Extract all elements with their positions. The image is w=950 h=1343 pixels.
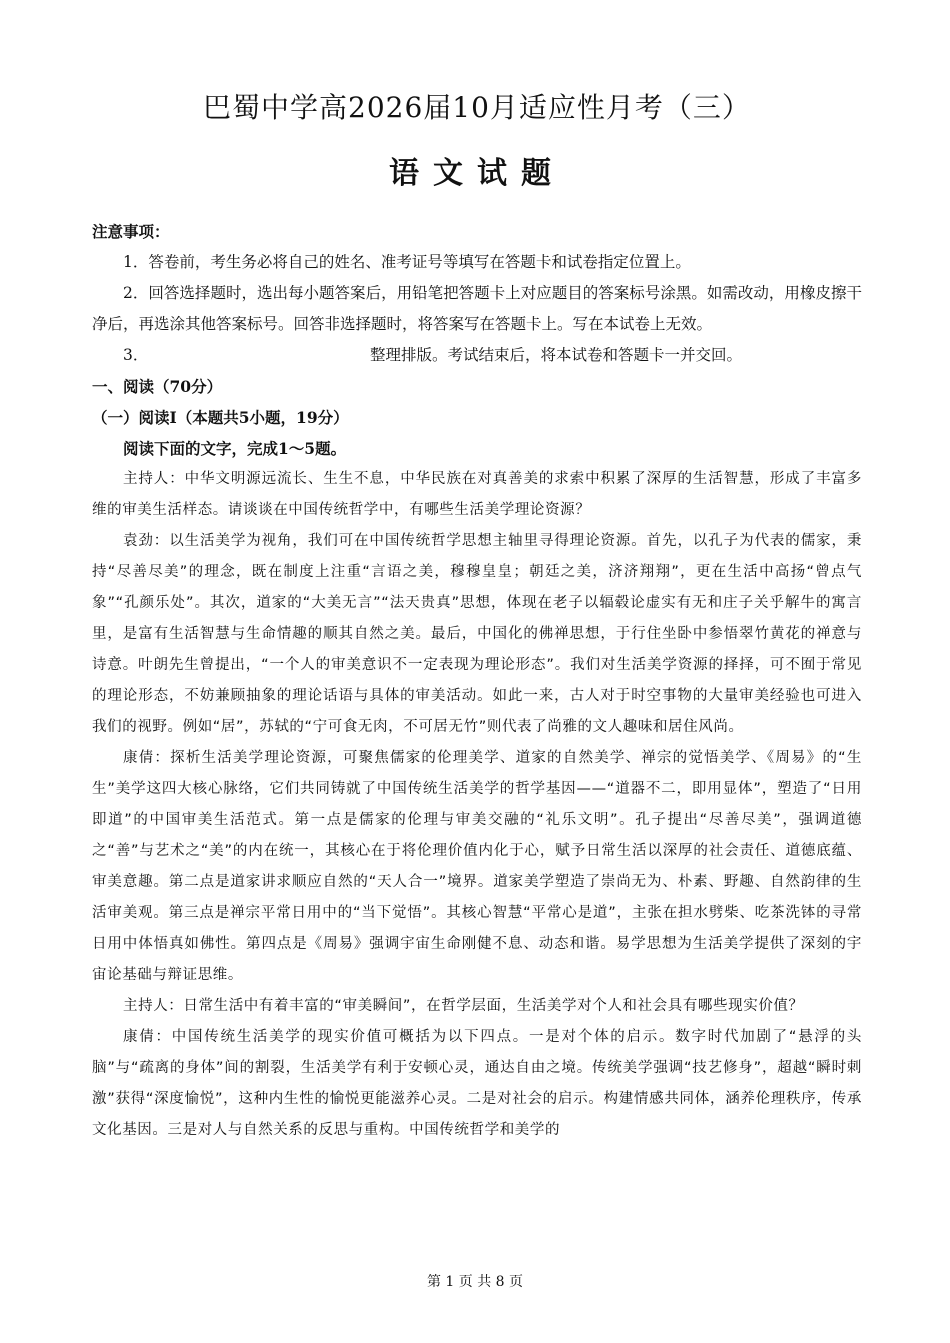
page-footer: 第 1 页 共 8 页	[426, 1274, 524, 1290]
passage-paragraph-2: 袁劲：以生活美学为视角，我们可在中国传统哲学思想主轴里寻得理论资源。首先，以孔子为代表的儒家，秉持“尽善尽美”的理念，既在制度上注重“言语之美，穆穆皇皇；朝廷之美，济济翔翔”，更在生活中高扬“曾点气象”“孔颜乐处”。其次，道家的“大美无言”“法天贵真”思想，体现在老子以辐毂论虚实有无和庄子关乎解牛的寓言里，是富有生活智慧与生命情趣的顺其自然之美。最后，中国化的佛禅思想，于行住坐卧中参悟翠竹黄花的禅意与诗意。叶朗先生曾提出，“一个人的审美意识不一定表现为理论形态”。我们对生活美学资源的择择，可不囿于常见的理论形态，不妨兼顾抽象的理论话语与具体的审美活动。如此一来，古人对于时空事物的大量审美经验也可进入我们的视野。例如“居”，苏轼的“宁可食无肉，不可居无竹”则代表了尚雅的文人趣味和居住风尚。	[92, 533, 862, 735]
passage-paragraph-1: 主持人：中华文明源远流长、生生不息，中华民族在对真善美的求索中积累了深厚的生活智慧，形成了丰富多维的审美生活样态。请谈谈在中国传统哲学中，有哪些生活美学理论资源？	[92, 471, 862, 518]
notice-item-3	[92, 340, 862, 371]
notice-item-3-number: 3．	[123, 346, 149, 364]
passage-paragraph-4: 主持人：日常生活中有着丰富的“审美瞬间”，在哲学层面，生活美学对个人和社会具有哪些现实价值？	[123, 998, 804, 1014]
section-heading: 一、阅读（70分）	[92, 377, 223, 396]
exam-subtitle: 语文试题	[389, 156, 565, 191]
passage-paragraph-5: 康倩：中国传统生活美学的现实价值可概括为以下四点。一是对个体的启示。数字时代加剧了“悬浮的头脑”与“疏离的身体”间的割裂，生活美学有利于安顿心灵，通达自由之境。传统美学强调“技艺修身”，超越“瞬时刺激”获得“深度愉悦”，这种内生性的愉悦更能滋养心灵。二是对社会的启示。构建情感共同体，涵养伦理秩序，传承文化基因。三是对人与自然关系的反思与重构。中国传统哲学和美学的	[92, 1029, 862, 1138]
notice-item-2: 2．回答选择题时，选出每小题答案后，用铅笔把答题卡上对应题目的答案标号涂黑。如需改动，用橡皮擦干净后，再选涂其他答案标号。回答非选择题时，将答案写在答题卡上。写在本试卷上无效。	[92, 284, 862, 333]
reading-instruction: 阅读下面的文字，完成1～5题。	[123, 439, 347, 458]
passage-paragraph-3: 康倩：探析生活美学理论资源，可聚焦儒家的伦理美学、道家的自然美学、禅宗的觉悟美学、《周易》的“生生”美学这四大核心脉络，它们共同铸就了中国传统生活美学的哲学基因——“道器不二，即用显体”，塑造了“日用即道”的中国审美生活范式。第一点是儒家的伦理与审美交融的“礼乐文明”。孔子提出“尽善尽美”，强调道德之“善”与艺术之“美”的内在统一，其核心在于将伦理价值内化于心，赋予日常生活以深厚的社会责任、道德底蕴、审美意趣。第二点是道家讲求顺应自然的“天人合一”境界。道家美学塑造了崇尚无为、朴素、野趣、自然韵律的生活审美观。第三点是禅宗平常日用中的“当下觉悟”。其核心智慧“平常心是道”，主张在担水劈柴、吃茶洗钵的寻常日用中体悟真如佛性。第四点是《周易》强调宇宙生命刚健不息、动态和谐。易学思想为生活美学提供了深刻的宇宙论基础与辩证思维。	[92, 750, 862, 983]
notice-item-3-text: 整理排版。考试结束后，将本试卷和答题卡一并交回。	[370, 346, 743, 364]
exam-body	[92, 216, 862, 1146]
subsection-heading: （一）阅读Ⅰ（本题共5小题，19分）	[92, 408, 349, 427]
notice-heading: 注意事项：	[92, 222, 170, 241]
exam-title: 巴蜀中学高2026届10月适应性月考（三）	[203, 91, 751, 124]
notice-item-1: 1．答卷前，考生务必将自己的姓名、准考证号等填写在答题卡和试卷指定位置上。	[123, 253, 691, 271]
